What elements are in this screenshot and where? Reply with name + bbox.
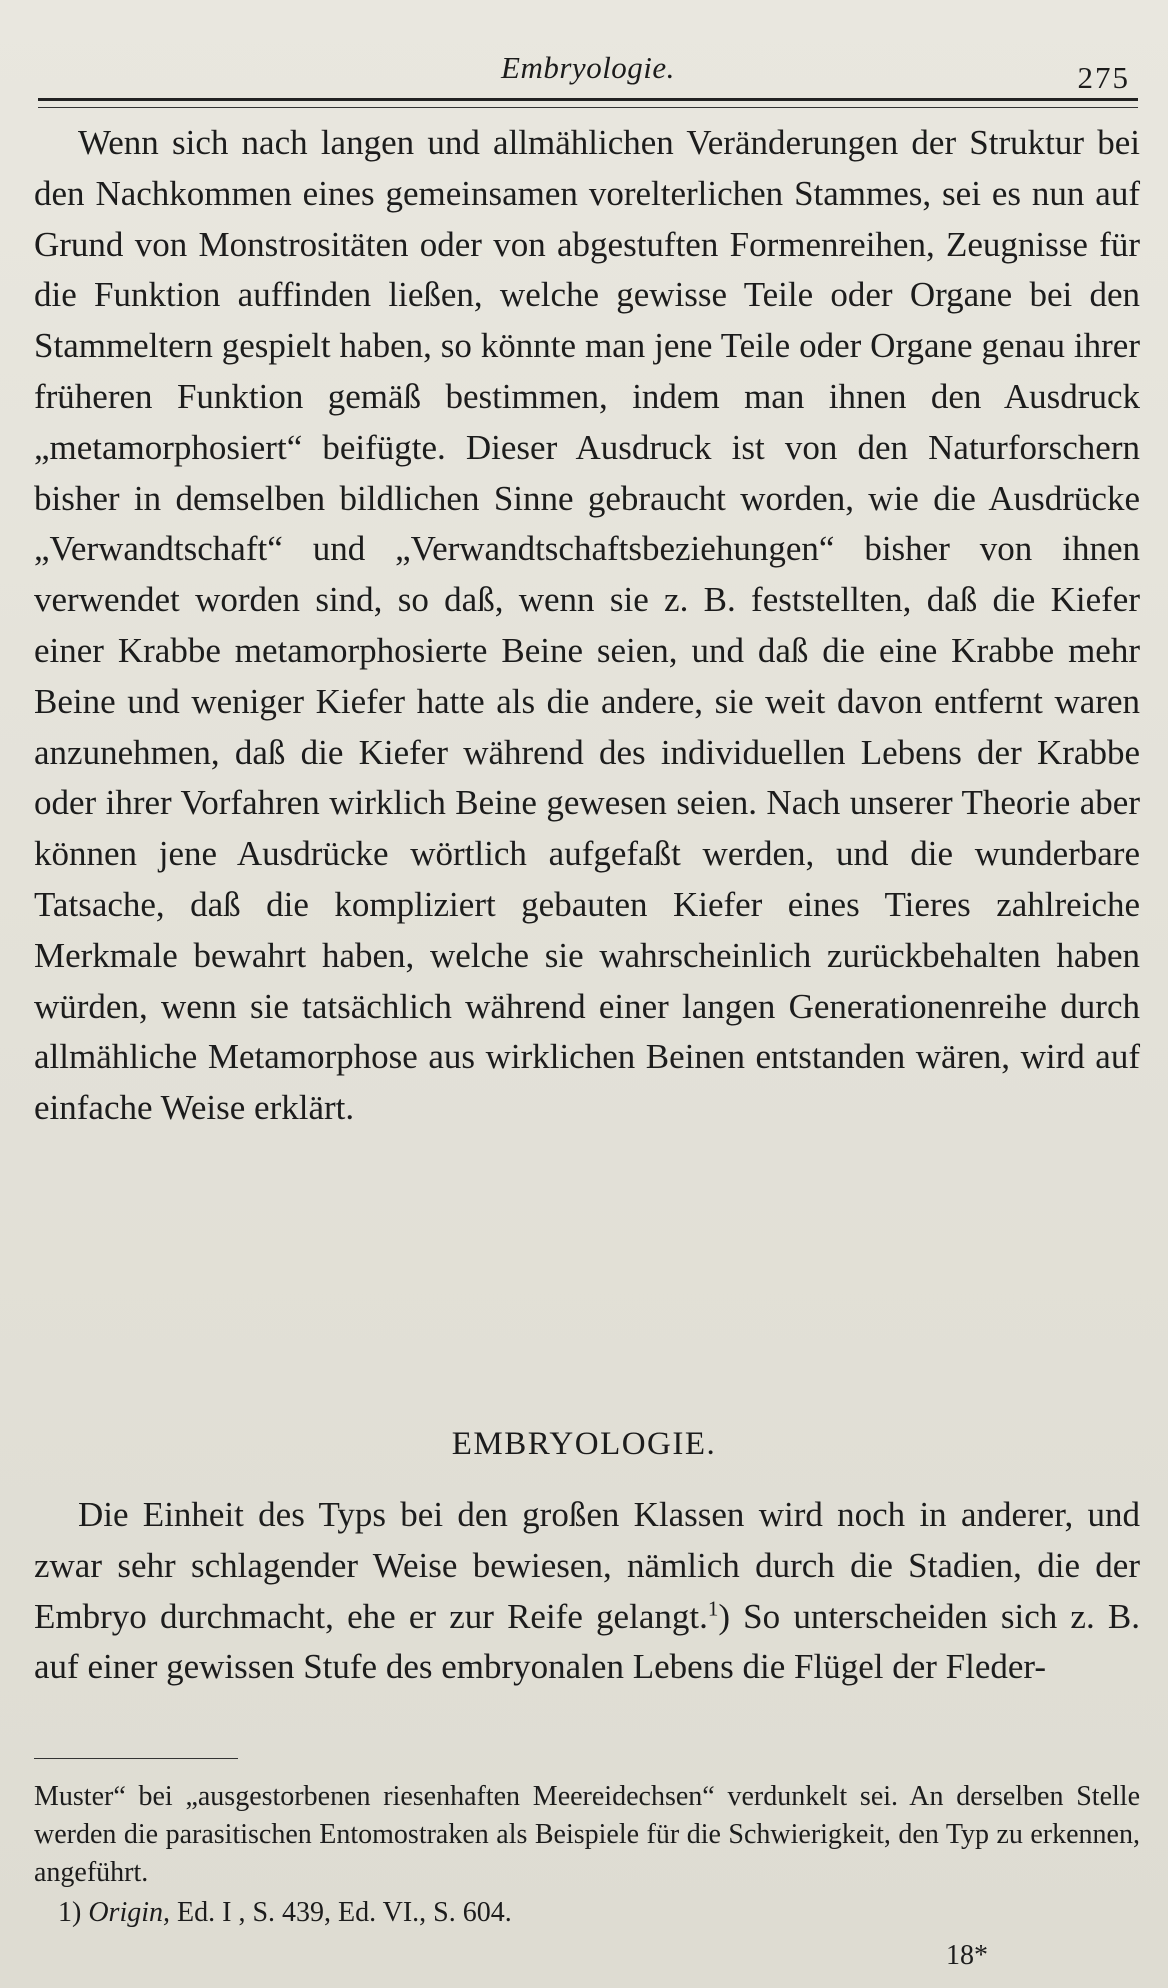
- footnote-source: Origin,: [88, 1897, 171, 1928]
- main-text-continued: [34, 1490, 1140, 1693]
- footnote-marker: 1): [58, 1897, 82, 1928]
- paragraph: Wenn sich nach langen und allmählichen Veränderungen der Struktur bei den Nachkommen eines gemeinsamen vorelterlichen Stammes, sei es nun auf Grund von Monstrositäten oder von abgestuften Formenreihen, Zeugnisse für die Funktion auffinden ließen, welche gewisse Teile oder Organe bei den Stammeltern gespielt haben, so könnte man jene Teile oder Organe genau ihrer früheren Funktion gemäß bestimmen, indem man ihnen den Ausdruck „metamorphosiert“ beifügte. Dieser Ausdruck ist von den Naturforschern bisher in demselben bildlichen Sinne gebraucht worden, wie die Ausdrücke „Verwandtschaft“ und „Verwandtschaftsbeziehungen“ bisher von ihnen verwendet worden sind, so daß, wenn sie z. B. feststellten, daß die Kiefer einer Krabbe metamorphosierte Beine seien, und daß die eine Krabbe mehr Beine und weniger Kiefer hatte als die andere, sie weit davon entfernt waren anzunehmen, daß die Kiefer während des individuellen Lebens der Krabbe oder ihrer Vorfahren wirklich Beine gewesen seien. Nach unserer Theorie aber können jene Ausdrücke wörtlich aufgefaßt werden, und die wunderbare Tatsache, daß die kompliziert gebauten Kiefer eines Tieres zahlreiche Merkmale bewahrt haben, welche sie wahrscheinlich zurückbehalten haben würden, wenn sie tatsächlich während einer langen Generationenreihe durch allmähliche Metamorphose aus wirklichen Beinen entstanden wären, wird auf einfache Weise erklärt.: [34, 123, 1140, 1128]
- main-text: [34, 118, 1140, 1134]
- section-heading: EMBRYOLOGIE.: [451, 1426, 717, 1462]
- running-title: Embryologie.: [501, 50, 675, 85]
- paragraph-text: Die Einheit des Typs bei den großen Klassen wird noch in anderer, und zwar sehr schlagender Weise bewiesen, nämlich durch die Stadien, die der Embryo durchmacht, ehe er zur Reife gelangt.: [34, 1495, 1140, 1636]
- paragraph: [34, 1490, 1140, 1693]
- header-rule: [38, 98, 1138, 108]
- footnote-1: [34, 1894, 1140, 1932]
- footnote-ref: 1: [707, 1595, 719, 1620]
- page-header: [38, 46, 1138, 106]
- paragraph-text: ) So unterscheiden sich z. B. auf einer gewissen Stufe des embryonalen Lebens die Flügel der Fleder-: [34, 1596, 1140, 1687]
- footnote-continued: Muster“ bei „ausgestorbenen riesenhaften Meereidechsen“ verdunkelt sei. An derselben Stelle werden die parasitischen Entomostraken als Beispiele für die Schwierigkeit, den Typ zu erkennen, angeführt.: [34, 1781, 1140, 1888]
- footnote-rule: [34, 1758, 238, 1759]
- signature-mark: 18*: [946, 1940, 988, 1971]
- page-number: 275: [1077, 60, 1130, 95]
- footnotes: [34, 1778, 1140, 1932]
- footnote-details: Ed. I , S. 439, Ed. VI., S. 604.: [177, 1897, 512, 1928]
